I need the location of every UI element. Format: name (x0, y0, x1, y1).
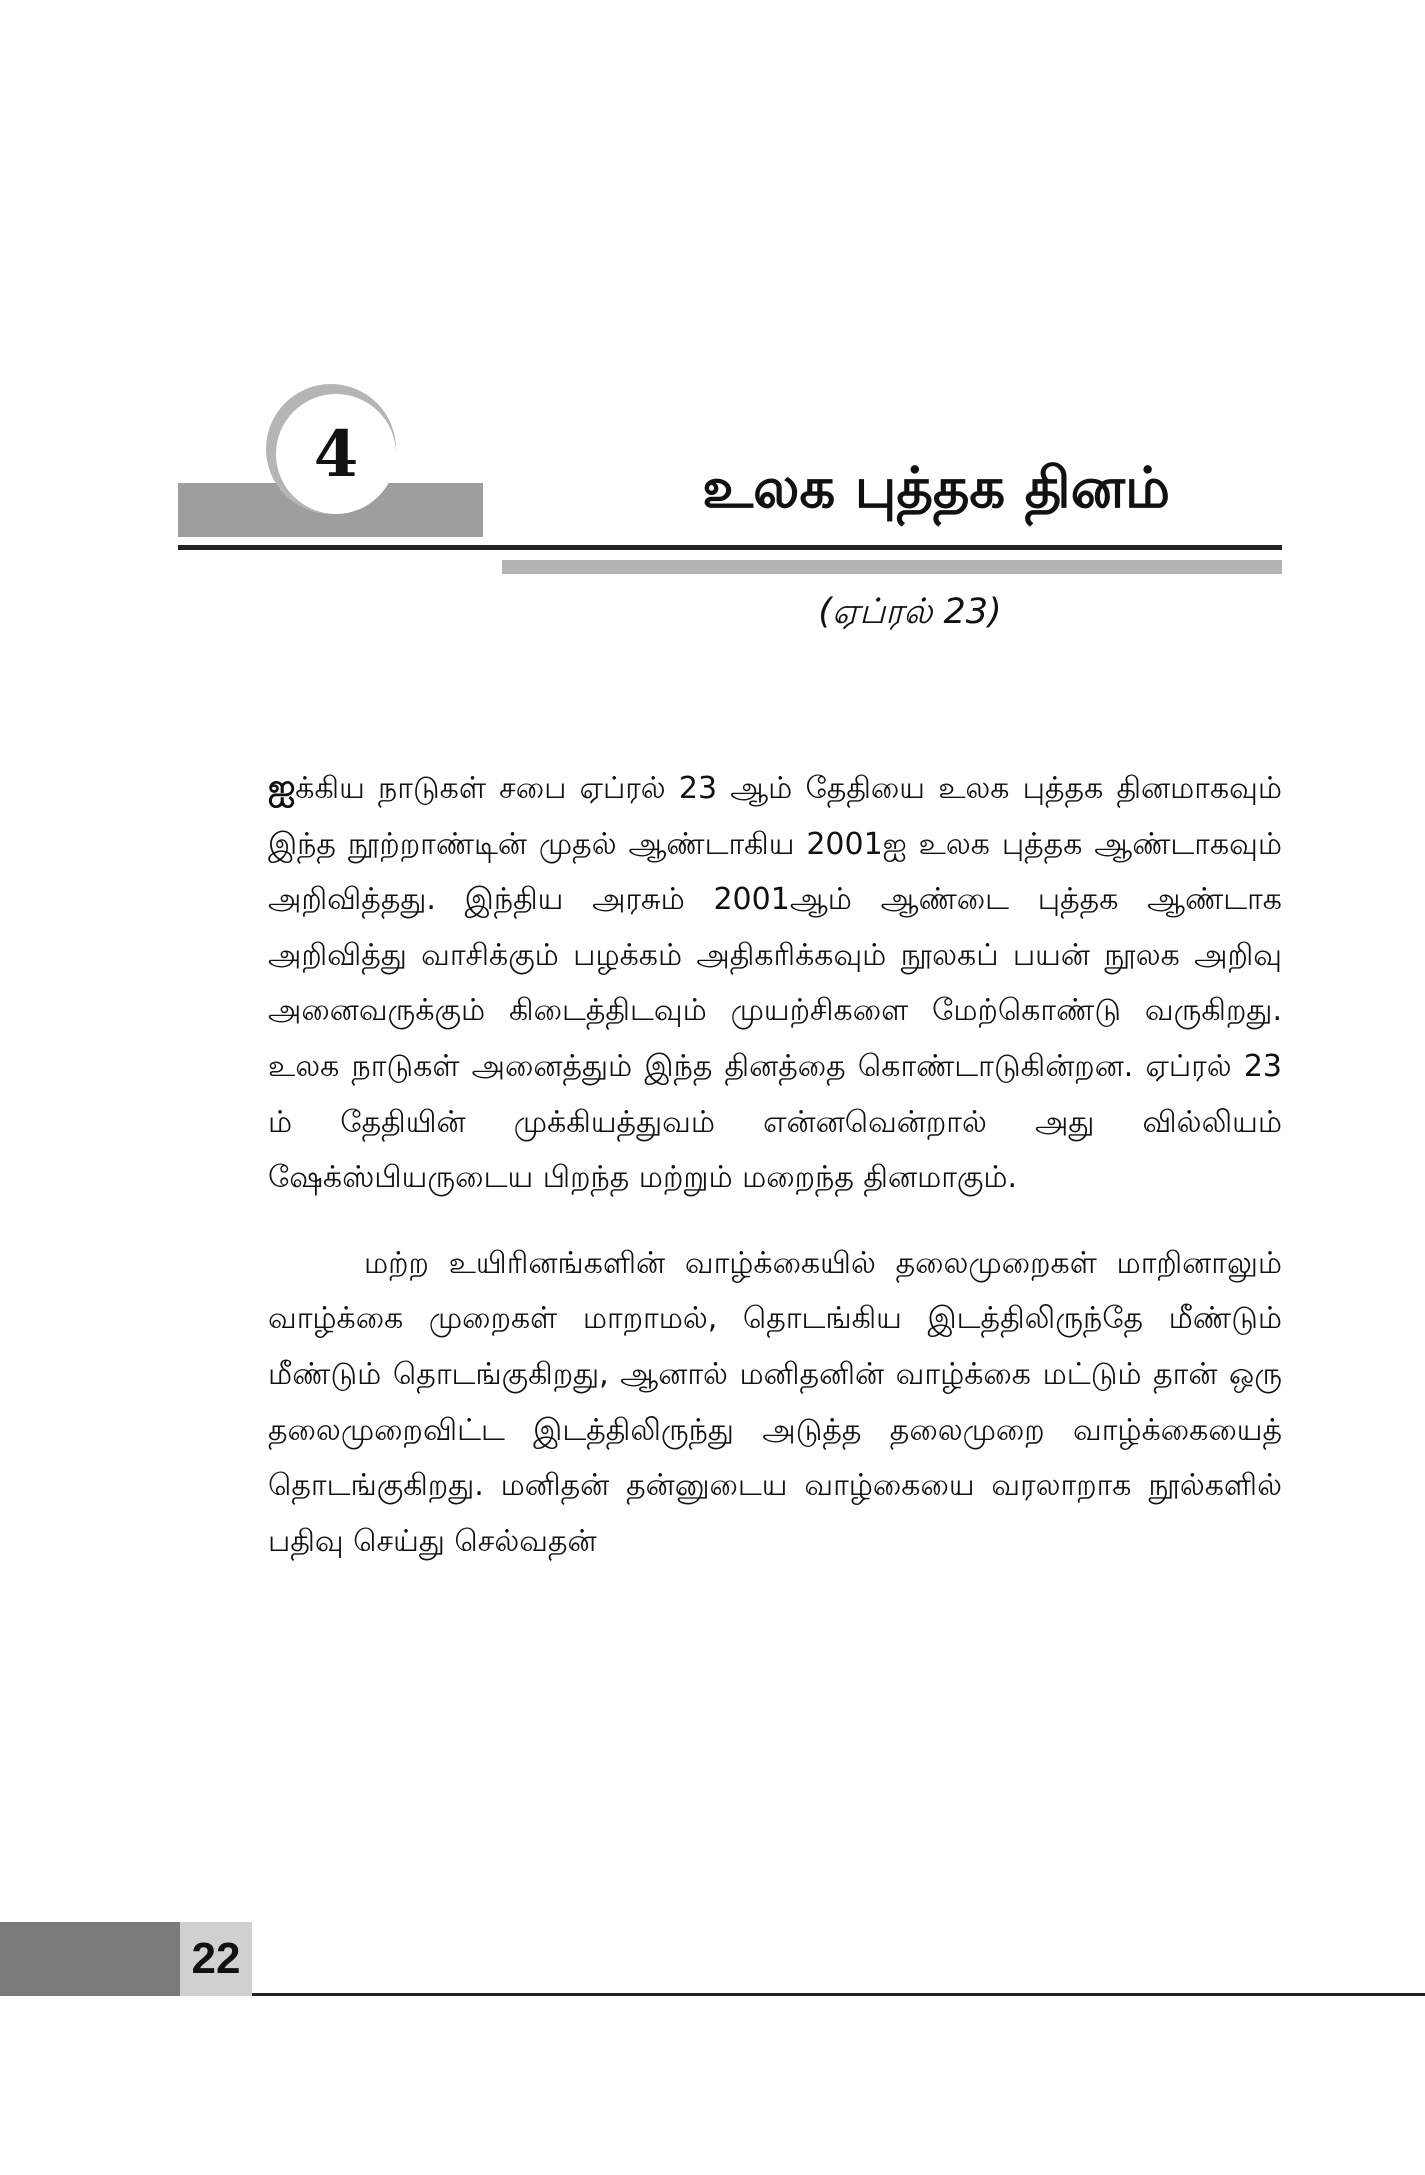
chapter-title: உலக புத்தக தினம் (702, 456, 1170, 521)
chapter-number-circle (276, 394, 396, 514)
chapter-number: 4 (313, 416, 359, 492)
body-text (268, 760, 1282, 1569)
chapter-date: (ஏப்ரல் 23) (818, 592, 1002, 632)
title-gray-rule (502, 560, 1282, 574)
drop-cap: ஐ (268, 767, 296, 807)
page-number-box (180, 1922, 252, 1996)
paragraph-2: மற்ற உயிரினங்களின் வாழ்க்கையில் தலைமுறைகள் மாறினாலும் வாழ்க்கை முறைகள் மாறாமல், தொடங்கிய இடத்திலிருந்தே மீண்டும் மீண்டும் தொடங்குகிறது, ஆனால் மனிதனின் வாழ்க்கை மட்டும் தான் ஒரு தலைமுறைவிட்ட இடத்திலிருந்து அடுத்த தலைமுறை வாழ்க்கையைத் தொடங்குகிறது. மனிதன் தன்னுடைய வாழ்கையை வரலாறாக நூல்களில் பதிவு செய்து செல்வதன் (268, 1245, 1282, 1559)
paragraph-1-text: க்கிய நாடுகள் சபை ஏப்ரல் 23 ஆம் தேதியை உலக புத்தக தினமாகவும் இந்த நூற்றாண்டின் முதல் ஆண்டாகிய 2001ஐ உலக புத்தக ஆண்டாகவும் அறிவித்தது. இந்திய அரசும் 2001ஆம் ஆண்டை புத்தக ஆண்டாக அறிவித்து வாசிக்கும் பழக்கம் அதிகரிக்கவும் நூலகப் பயன் நூலக அறிவு அனைவருக்கும் கிடைத்திடவும் முயற்சிகளை மேற்கொண்டு வருகிறது. உலக நாடுகள் அனைத்தும் இந்த தினத்தை கொண்டாடுகின்றன. ஏப்ரல் 23 ம் தேதியின் முக்கியத்துவம் என்னவென்றால் அது வில்லியம் ஷேக்ஸ்பியருடைய பிறந்த மற்றும் மறைந்த தினமாகும். (268, 771, 1282, 1196)
footer-rule (252, 1993, 1425, 1996)
footer-bar (0, 1922, 180, 1996)
paragraph-1 (268, 760, 1282, 1206)
title-underline (178, 545, 1282, 550)
page-number: 22 (191, 1934, 241, 1983)
